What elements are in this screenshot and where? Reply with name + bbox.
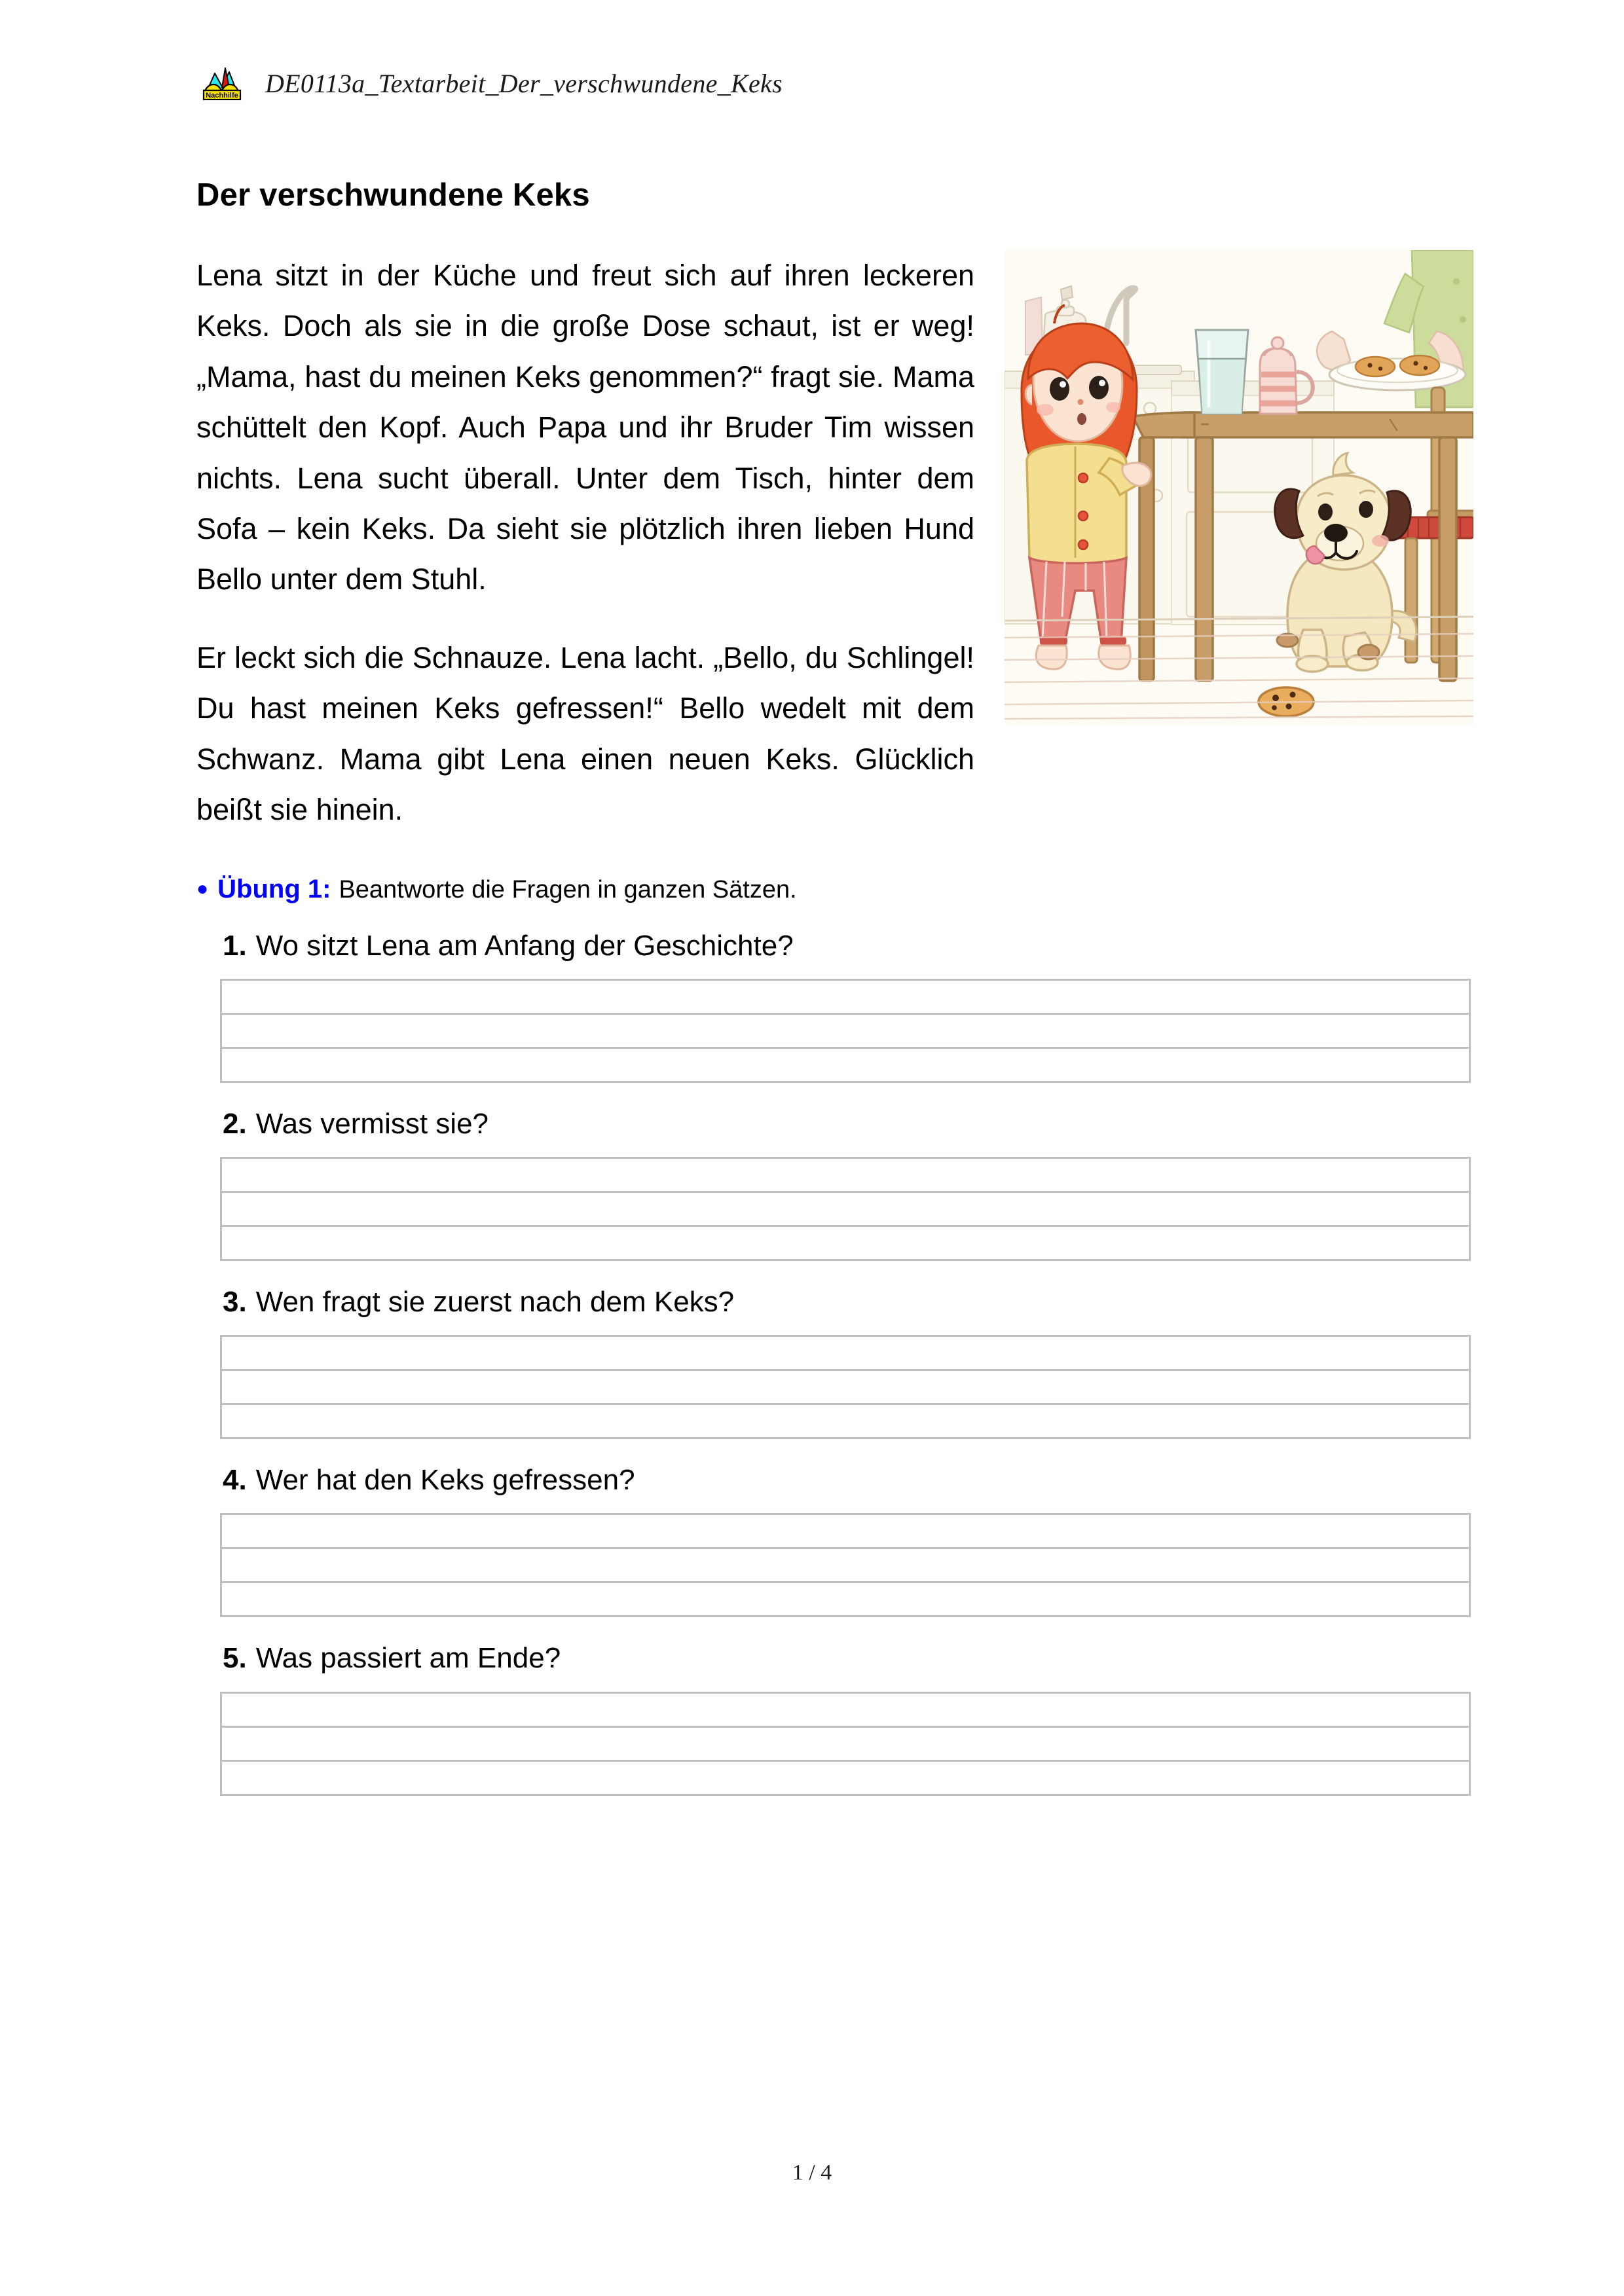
answer-line[interactable] [221, 979, 1470, 1013]
question-number: 2. [223, 1107, 247, 1140]
answer-line[interactable] [221, 1013, 1470, 1048]
answer-box[interactable] [220, 1692, 1471, 1796]
question-text: Wo sitzt Lena am Anfang der Geschichte? [255, 929, 794, 962]
answer-box[interactable] [220, 979, 1471, 1083]
question-text: Wer hat den Keks gefressen? [255, 1464, 635, 1497]
bullet-icon: ● [196, 878, 209, 900]
question-number: 4. [223, 1464, 247, 1497]
question-text: Was passiert am Ende? [255, 1642, 561, 1675]
answer-line[interactable] [221, 1048, 1470, 1082]
answer-box[interactable] [220, 1157, 1471, 1261]
question-block [196, 927, 1473, 1083]
answer-line[interactable] [221, 1226, 1470, 1260]
question-block [196, 1283, 1473, 1439]
question-number: 5. [223, 1642, 247, 1675]
question-block [196, 1461, 1473, 1617]
answer-line[interactable] [221, 1692, 1470, 1726]
answer-line[interactable] [221, 1514, 1470, 1548]
question-line [196, 927, 1473, 964]
question-number: 3. [223, 1285, 247, 1318]
story-paragraph-1: Lena sitzt in der Küche und freut sich auf ihren leckeren Keks. Doch als sie in die große Dose schaut, ist er weg! „Mama, hast du meinen Keks genommen?“ fragt sie. Mama schüttelt den Kopf. Auch Papa und ihr Bruder Tim wissen nichts. Lena sucht überall. Unter dem Tisch, hinter dem Sofa – kein Keks. Da sieht sie plötzlich ihren lieben Hund Bello unter dem Stuhl. [196, 259, 974, 596]
answer-line[interactable] [221, 1548, 1470, 1582]
document-header [200, 63, 783, 103]
answer-line[interactable] [221, 1760, 1470, 1795]
page-number: 1 / 4 [792, 2160, 832, 2185]
question-line [196, 1283, 1473, 1321]
answer-line[interactable] [221, 1336, 1470, 1370]
exercise-heading [196, 871, 1473, 907]
story-section [196, 250, 1473, 835]
question-text: Wen fragt sie zuerst nach dem Keks? [255, 1285, 735, 1318]
question-number: 1. [223, 929, 247, 962]
answer-line[interactable] [221, 1370, 1470, 1404]
worksheet-content [196, 177, 1473, 1796]
answer-line[interactable] [221, 1582, 1470, 1616]
question-block [196, 1105, 1473, 1261]
answer-box[interactable] [220, 1513, 1471, 1617]
question-line [196, 1639, 1473, 1677]
page-title: Der verschwundene Keks [196, 177, 590, 213]
svg-text:Nachhilfe: Nachhilfe [206, 92, 238, 100]
question-line [196, 1461, 1473, 1499]
question-line [196, 1105, 1473, 1142]
answer-line[interactable] [221, 1404, 1470, 1438]
question-block [196, 1639, 1473, 1795]
nachhilfe-logo-icon [200, 63, 251, 103]
question-text: Was vermisst sie? [255, 1107, 489, 1140]
story-paragraph-2: Er leckt sich die Schnauze. Lena lacht. „Bello, du Schlingel! Du hast meinen Keks gefressen!“ Bello wedelt mit dem Schwanz. Mama gibt Lena einen neuen Keks. Glücklich beißt sie hinein. [196, 640, 974, 826]
exercise-instruction: Beantworte die Fragen in ganzen Sätzen. [339, 876, 797, 904]
exercise-label: Übung 1: [217, 875, 331, 904]
answer-box[interactable] [220, 1335, 1471, 1439]
kitchen-illustration [1005, 250, 1473, 725]
document-file-title: DE0113a_Textarbeit_Der_verschwundene_Keks [265, 68, 783, 98]
answer-line[interactable] [221, 1157, 1470, 1192]
answer-line[interactable] [221, 1726, 1470, 1760]
answer-line[interactable] [221, 1192, 1470, 1226]
